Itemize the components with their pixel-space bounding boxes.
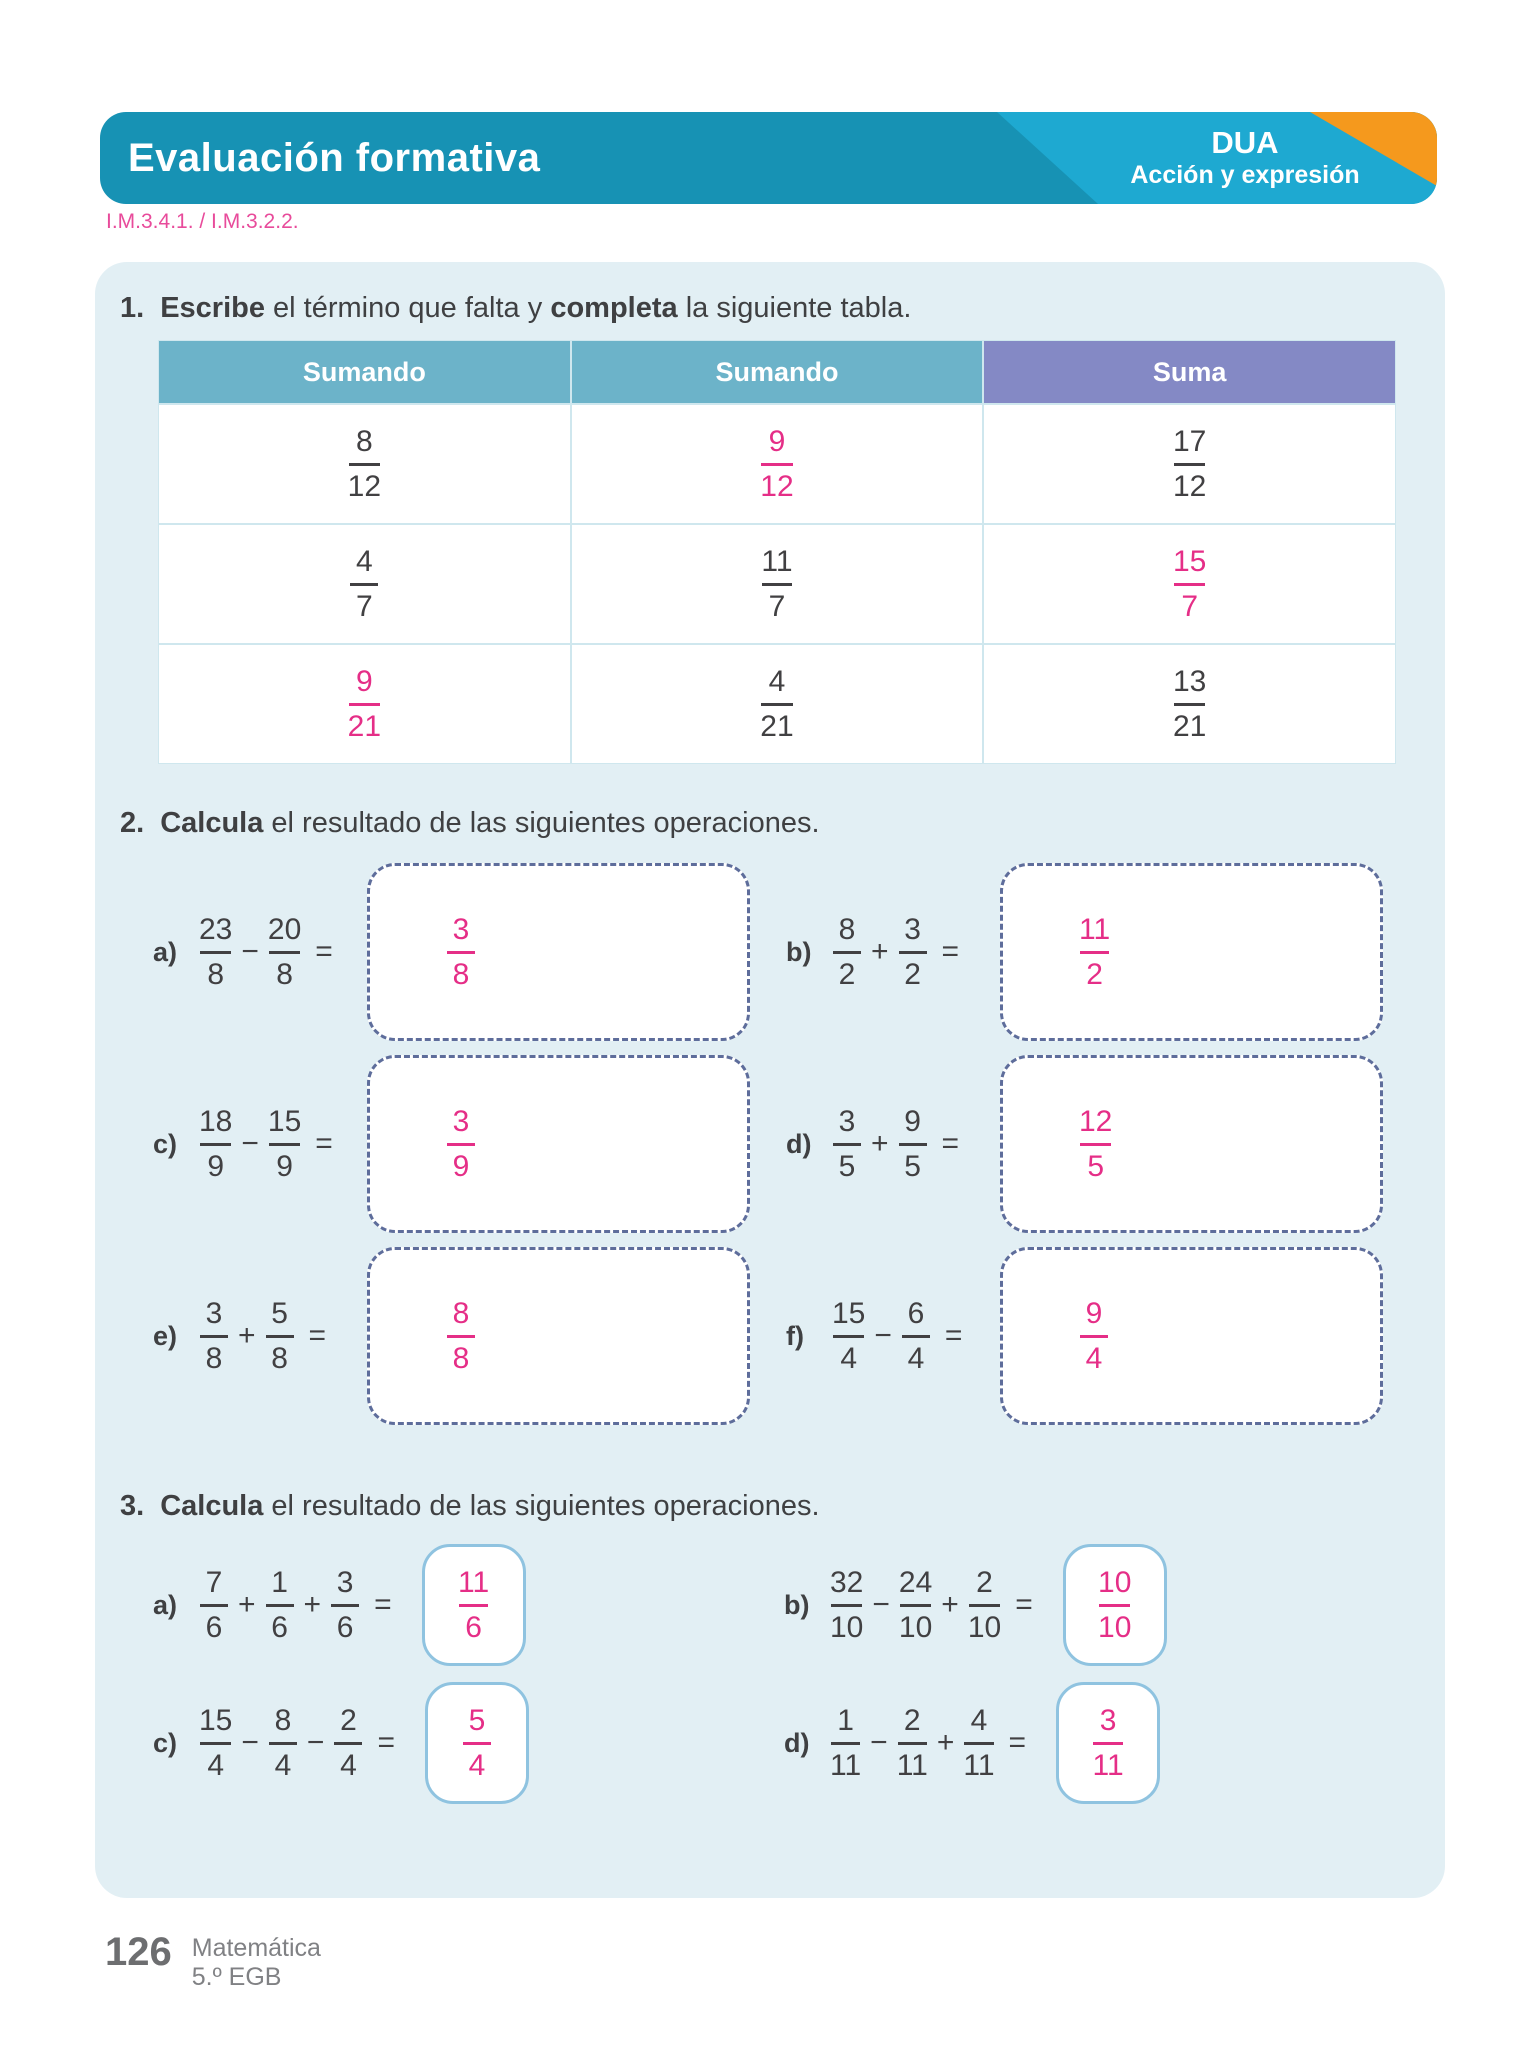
fraction-bar: [200, 951, 231, 954]
operator: −: [872, 1588, 890, 1621]
fraction-bar: [831, 1742, 860, 1745]
answer-box[interactable]: [367, 1247, 750, 1425]
table-cell-given: [984, 405, 1395, 523]
fraction-bar: [334, 1742, 362, 1745]
fraction: $\frac{23}{8}$: [199, 912, 233, 991]
equals-sign: =: [1008, 1726, 1027, 1759]
item-label: e): [153, 1320, 178, 1351]
fraction-bar: [833, 951, 861, 954]
exercise-item-3c: [153, 1682, 758, 1804]
fraction-bar: [200, 1742, 231, 1745]
fraction: $\frac{7}{6}$: [199, 1568, 229, 1643]
fraction-answer: $\frac{9}{4}$: [1079, 1299, 1109, 1374]
fraction: $\frac{3}{8}$: [199, 1299, 229, 1374]
exercise-item-3a: [153, 1544, 758, 1666]
operator: −: [306, 1726, 325, 1759]
fraction-bar: [900, 1604, 931, 1607]
operator: +: [941, 1588, 959, 1621]
item-label: c): [153, 1128, 178, 1159]
operator: +: [871, 1127, 889, 1160]
exercise-item-2a: [153, 862, 756, 1042]
exercises-panel: [95, 262, 1445, 1898]
exercise-2-verb: Calcula: [160, 807, 264, 839]
fraction-bar: [331, 1604, 359, 1607]
equals-sign: =: [941, 1127, 960, 1160]
table-header-suma: Suma: [984, 341, 1395, 403]
table-cell-given: [984, 645, 1395, 763]
fraction-bar: [200, 1143, 231, 1146]
fraction-bar: [349, 463, 380, 466]
fraction-bar: [1099, 1604, 1130, 1607]
fraction: $\frac{32}{10}$: [830, 1565, 864, 1644]
item-label: f): [786, 1320, 804, 1351]
fraction-bar: [200, 1335, 228, 1338]
page-footer: [105, 1932, 321, 1992]
fraction: $\frac{2}{10}$: [967, 1565, 1002, 1644]
fraction-answer: $\frac{3}{8}$: [446, 915, 476, 990]
fraction: $\frac{5}{8}$: [265, 1299, 295, 1374]
exercise-item-2f: [786, 1246, 1389, 1426]
dua-badge-title: DUA: [1211, 124, 1279, 160]
fraction-bar: [447, 1335, 475, 1338]
equals-sign: =: [377, 1726, 395, 1759]
answer-box[interactable]: [1063, 1544, 1167, 1666]
exercise-item-3d: [784, 1682, 1389, 1804]
exercise-item-2e: [153, 1246, 756, 1426]
fraction-bar: [1080, 1143, 1111, 1146]
answer-box[interactable]: [1000, 1055, 1383, 1233]
dua-badge: [1095, 112, 1395, 204]
fraction-bar: [447, 1143, 475, 1146]
table-cell-given: [159, 405, 570, 523]
fraction-answer: $\frac{15}{7}$: [1172, 544, 1207, 623]
fraction: $\frac{6}{4}$: [901, 1299, 931, 1374]
fraction-bar: [1174, 583, 1205, 586]
book-grade: 5.º EGB: [191, 1962, 282, 1991]
table-cell-given: [572, 525, 983, 643]
answer-box[interactable]: [1000, 863, 1383, 1041]
fraction-bar: [833, 1335, 864, 1338]
page-title: Evaluación formativa: [128, 136, 541, 180]
item-label: d): [784, 1727, 810, 1758]
fraction-bar: [447, 951, 475, 954]
fraction: $\frac{1}{11}$: [830, 1703, 862, 1782]
fraction-answer: $\frac{11}{6}$: [458, 1565, 490, 1644]
fraction: $\frac{11}{7}$: [761, 544, 793, 623]
fraction: $\frac{8}{12}$: [347, 424, 382, 503]
fraction-answer: $\frac{11}{2}$: [1079, 912, 1111, 991]
table-cell-given: [159, 525, 570, 643]
fraction: $\frac{13}{21}$: [1172, 664, 1207, 743]
operator: +: [303, 1588, 322, 1621]
exercise-item-2b: [786, 862, 1389, 1042]
fraction-bar: [266, 1335, 294, 1338]
operator: −: [241, 1726, 259, 1759]
operator: +: [238, 1588, 256, 1621]
fraction: $\frac{4}{11}$: [963, 1703, 995, 1782]
fraction-answer: $\frac{9}{21}$: [347, 664, 382, 743]
operator: +: [238, 1319, 256, 1352]
fraction: $\frac{24}{10}$: [898, 1565, 933, 1644]
fraction-bar: [269, 1143, 300, 1146]
fraction-bar: [899, 1143, 927, 1146]
fraction: $\frac{15}{4}$: [832, 1296, 866, 1375]
equals-sign: =: [315, 935, 333, 968]
fraction-answer: $\frac{5}{4}$: [462, 1706, 492, 1781]
fraction: $\frac{17}{12}$: [1172, 424, 1207, 503]
fraction-bar: [964, 1742, 993, 1745]
equals-sign: =: [315, 1127, 333, 1160]
fraction-bar: [1080, 1335, 1108, 1338]
book-subject: Matemática: [191, 1934, 321, 1962]
fraction-answer: $\frac{8}{8}$: [446, 1299, 476, 1374]
fraction-bar: [1174, 463, 1205, 466]
exercise-1-verb: Escribe: [160, 292, 265, 324]
curriculum-standards: I.M.3.4.1. / I.M.3.2.2.: [106, 210, 299, 233]
fraction: $\frac{18}{9}$: [199, 1104, 233, 1183]
answer-box[interactable]: [1056, 1682, 1160, 1804]
exercise-1-table: [158, 340, 1396, 764]
header-bar: [100, 112, 1437, 204]
exercise-item-2d: [786, 1054, 1389, 1234]
fraction: $\frac{3}{2}$: [898, 915, 928, 990]
item-label: a): [153, 1589, 178, 1620]
fraction-answer: $\frac{3}{11}$: [1092, 1703, 1124, 1782]
fraction-bar: [1080, 951, 1109, 954]
fraction: $\frac{15}{9}$: [267, 1104, 302, 1183]
fraction-bar: [349, 703, 380, 706]
fraction-bar: [463, 1742, 491, 1745]
fraction-bar: [833, 1143, 861, 1146]
fraction-bar: [350, 583, 378, 586]
fraction-answer: $\frac{12}{5}$: [1079, 1104, 1113, 1183]
exercise-item-3b: [784, 1544, 1389, 1666]
item-label: d): [786, 1128, 812, 1159]
exercise-2-items: [153, 862, 1389, 1426]
fraction-bar: [269, 1742, 297, 1745]
fraction-bar: [459, 1604, 488, 1607]
exercise-2-heading: 2. Calcula el resultado de las siguientes operaciones.: [120, 807, 820, 839]
operator: +: [936, 1726, 955, 1759]
item-label: b): [784, 1589, 810, 1620]
fraction-bar: [761, 463, 792, 466]
dua-badge-subtitle: Acción y expresión: [1130, 161, 1360, 190]
table-cell-answer[interactable]: [572, 405, 983, 523]
equals-sign: =: [374, 1588, 392, 1621]
fraction: $\frac{4}{7}$: [349, 547, 379, 622]
fraction-bar: [200, 1604, 228, 1607]
equals-sign: =: [944, 1319, 963, 1352]
fraction: $\frac{4}{21}$: [760, 664, 794, 743]
fraction-bar: [831, 1604, 862, 1607]
answer-box[interactable]: [367, 863, 750, 1041]
operator: −: [870, 1726, 888, 1759]
fraction-bar: [1093, 1742, 1122, 1745]
fraction: $\frac{2}{4}$: [333, 1706, 363, 1781]
fraction-bar: [902, 1335, 930, 1338]
fraction: $\frac{8}{2}$: [832, 915, 862, 990]
fraction: $\frac{15}{4}$: [199, 1703, 233, 1782]
item-label: b): [786, 936, 812, 967]
fraction-answer: $\frac{3}{9}$: [446, 1107, 476, 1182]
equals-sign: =: [1015, 1588, 1033, 1621]
fraction-answer: $\frac{9}{12}$: [760, 424, 794, 503]
table-header-sumando-1: Sumando: [159, 341, 570, 403]
equals-sign: =: [941, 935, 960, 968]
item-label: c): [153, 1727, 178, 1758]
fraction: $\frac{3}{6}$: [330, 1568, 360, 1643]
fraction-bar: [761, 703, 792, 706]
equals-sign: =: [308, 1319, 327, 1352]
table-header-sumando-2: Sumando: [572, 341, 983, 403]
fraction-bar: [1174, 703, 1205, 706]
book-info: [192, 1932, 321, 1992]
fraction-bar: [899, 951, 927, 954]
exercise-3-verb: Calcula: [160, 1490, 264, 1522]
operator: −: [241, 935, 259, 968]
operator: +: [871, 935, 889, 968]
answer-box[interactable]: [422, 1544, 526, 1666]
fraction-bar: [266, 1604, 294, 1607]
fraction-bar: [969, 1604, 1000, 1607]
fraction: $\frac{9}{5}$: [898, 1107, 928, 1182]
fraction-bar: [269, 951, 300, 954]
exercise-1-number: 1.: [120, 292, 145, 324]
exercise-item-2c: [153, 1054, 756, 1234]
exercise-1-heading: 1. Escribe el término que falta y completa la siguiente tabla.: [120, 292, 912, 324]
fraction: $\frac{8}{4}$: [268, 1706, 298, 1781]
fraction: $\frac{3}{5}$: [832, 1107, 862, 1182]
exercise-2-number: 2.: [120, 807, 145, 839]
fraction-bar: [898, 1742, 927, 1745]
table-cell-answer[interactable]: [984, 525, 1395, 643]
fraction-bar: [762, 583, 791, 586]
fraction: $\frac{1}{6}$: [265, 1568, 295, 1643]
fraction: $\frac{2}{11}$: [896, 1703, 928, 1782]
operator: −: [874, 1319, 892, 1352]
fraction: $\frac{20}{8}$: [267, 912, 302, 991]
exercise-3-number: 3.: [120, 1490, 145, 1522]
answer-box[interactable]: [425, 1682, 529, 1804]
page-number: 126: [105, 1930, 172, 1974]
operator: −: [241, 1127, 259, 1160]
answer-box[interactable]: [1000, 1247, 1383, 1425]
answer-box[interactable]: [367, 1055, 750, 1233]
exercise-3-items: [153, 1544, 1389, 1804]
item-label: a): [153, 936, 178, 967]
fraction-answer: $\frac{10}{10}$: [1098, 1565, 1132, 1644]
table-cell-given: [572, 645, 983, 763]
table-cell-answer[interactable]: [159, 645, 570, 763]
exercise-3-heading: 3. Calcula el resultado de las siguientes operaciones.: [120, 1490, 820, 1522]
